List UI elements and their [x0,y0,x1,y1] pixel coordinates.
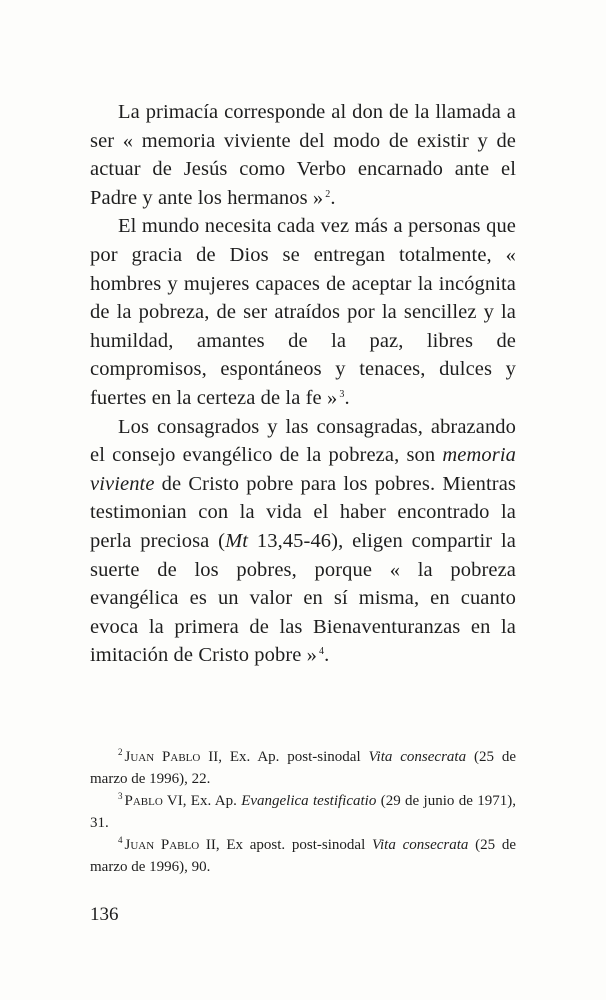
paragraph-2-text: El mundo necesita cada vez más a personas que por gracia de Dios se entregan totalmente, « hombres y mujeres capaces de aceptar la incógnita de la pobreza, de ser atraídos por la sencillez y la humildad, amantes de la paz, libres de compromisos, espontáneos y tenaces, dulces y fuertes en la certeza de la fe » [90,215,516,409]
footnote-author: Pablo VI [124,793,183,809]
main-text [90,98,516,670]
paragraph-3-text-b: de Cristo pobre para los pobres. Mientras testimonian con la vida el haber encontrado la perla preciosa ( [90,472,516,552]
paragraph-3-end: . [324,644,330,667]
footnote-title: Vita consecrata [371,837,469,853]
footnote-rest: (29 de junio de 1971), 31. [90,793,517,831]
paragraph-3-italic-mt: Mt [225,529,249,552]
paragraph-1-text: La primacía corresponde al don de la llamada a ser « memoria viviente del modo de existir y de actuar de Jesús como Verbo encarnado ante el Padre y ante los hermanos » [90,101,516,209]
footnote-text: , Ex. Ap. post-sinodal [218,749,369,765]
footnote-number: 3 [118,791,123,801]
footnote-2 [90,746,516,790]
paragraph-2 [90,212,516,412]
footnote-number: 4 [118,835,123,845]
footnote-rest: (25 de marzo de 1996), 90. [90,837,517,875]
page-number: 136 [90,904,119,925]
footnote-ref-4: 4 [319,646,325,658]
footnote-title: Vita consecrata [368,749,467,765]
footnote-ref-3: 3 [339,388,345,400]
paragraph-2-end: . [344,386,350,409]
footnote-text: , Ex. Ap. [182,793,242,809]
footnote-author: Juan Pablo II [124,749,219,765]
paragraph-1-end: . [330,186,336,209]
paragraph-3-italic-memoria: memoria viviente [90,444,516,495]
footnotes [90,746,516,878]
footnote-author: Juan Pablo II [124,837,216,853]
footnote-3 [90,790,516,834]
footnote-ref-2: 2 [325,188,331,200]
footnote-number: 2 [118,747,123,757]
footnote-title: Evangelica testificatio [241,793,377,809]
footnote-rest: (25 de marzo de 1996), 22. [90,749,517,787]
paragraph-3-text-c: 13,45-46), eligen compartir la suerte de los pobres, porque « la pobreza evangélica es un valor en sí misma, en cuanto evoca la primera de las Bienaventuranzas en la imitación de Cristo pobre » [90,529,516,667]
paragraph-3 [90,413,516,670]
footnote-4 [90,834,516,878]
paragraph-1 [90,98,516,212]
footnote-text: , Ex apost. post-sinodal [215,837,372,853]
paragraph-3-text-a: Los consagrados y las consagradas, abrazando el consejo evangélico de la pobreza, son [90,415,516,467]
